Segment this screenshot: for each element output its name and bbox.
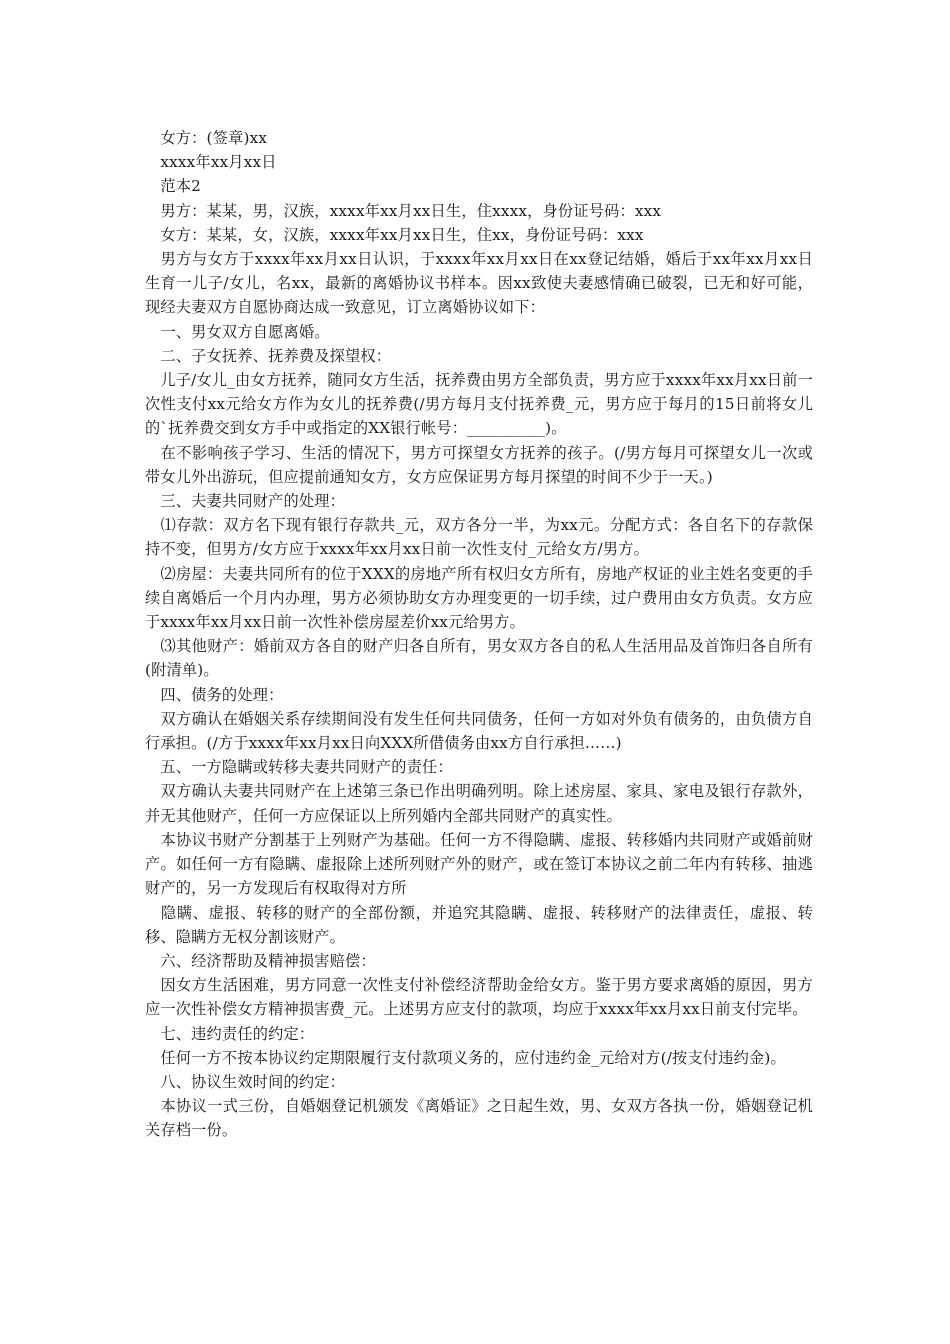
clause-7-breach: 任何一方不按本协议约定期限履行支付款项义务的，应付违约金_元给对方(/按支付违约金)。 <box>145 1048 786 1067</box>
clause-2-custody: 儿子/女儿_由女方抚养，随同女方生活，抚养费由男方全部负责，男方应于xxxx年xx月xx日前一次性支付xx元给女方作为女儿的抚养费(/男方每月支付抚养费_元，男方应于每月的15日前将女儿的`抚养费交到女方手中或指定的XX银行帐号：__________)。 <box>145 371 813 438</box>
clause-6-compensation: 因女方生活困难，男方同意一次性支付补偿经济帮助金给女方。鉴于男方要求离婚的原因，男方应一次性补偿女方精神损害费_元。上述男方应支付的款项，均应于xxxx年xx月xx日前支付完毕。 <box>145 976 813 1019</box>
clause-3-heading: 三、夫妻共同财产的处理： <box>145 492 346 511</box>
clause-5-heading: 五、一方隐瞒或转移夫妻共同财产的责任： <box>145 758 453 777</box>
clause-6-heading: 六、经济帮助及精神损害赔偿： <box>145 951 376 970</box>
clause-3-other-property: ⑶其他财产：婚前双方各自的财产归各自所有，男女双方各自的私人生活用品及首饰归各自所有(附清单)。 <box>145 637 813 680</box>
clause-8-heading: 八、协议生效时间的约定： <box>145 1072 346 1091</box>
signature-line: 女方：(签章)xx <box>145 129 268 147</box>
clause-2-visitation: 在不影响孩子学习、生活的情况下，男方可探望女方抚养的孩子。(/男方每月可探望女儿一次或带女儿外出游玩，但应提前通知女方，女方应保证男方每月探望的时间不少于一天。) <box>145 443 813 486</box>
clause-5-liability: 隐瞒、虚报、转移的财产的全部份额，并追究其隐瞒、虚报、转移财产的法律责任，虚报、转移、隐瞒方无权分割该财产。 <box>145 903 813 946</box>
clause-8-effective: 本协议一式三份，自婚姻登记机颁发《离婚证》之日起生效，男、女双方各执一份，婚姻登记机关存档一份。 <box>145 1097 813 1140</box>
clause-4-heading: 四、债务的处理： <box>145 685 284 704</box>
document-body <box>145 126 813 1143</box>
date-line: xxxx年xx月xx日 <box>145 153 277 172</box>
party-female-info: 女方：某某，女，汉族，xxxx年xx月xx日生，住xx，身份证号码：xxx <box>145 225 644 244</box>
clause-3-deposits: ⑴存款：双方名下现有银行存款共_元，双方各分一半，为xx元。分配方式：各自名下的存款保持不变，但男方/女方应于xxxx年xx月xx日前一次性支付_元给女方/男方。 <box>145 516 813 559</box>
clause-5-basis: 本协议书财产分割基于上列财产为基础。任何一方不得隐瞒、虚报、转移婚内共同财产或婚前财产。如任何一方有隐瞒、虚报除上述所列财产外的财产，或在签订本协议之前二年内有转移、抽逃财产的，另一方发现后有权取得对方所 <box>145 830 813 898</box>
clause-1-heading: 一、男女双方自愿离婚。 <box>145 322 330 341</box>
clause-5-confirmation: 双方确认夫妻共同财产在上述第三条已作出明确列明。除上述房屋、家具、家电及银行存款外，并无其他财产，任何一方应保证以上所列婚内全部共同财产的真实性。 <box>145 782 813 825</box>
intro-paragraph: 男方与女方于xxxx年xx月xx日认识，于xxxx年xx月xx日在xx登记结婚，婚后于xx年xx月xx日生育一儿子/女儿，名xx，最新的离婚协议书样本。因xx致使夫妻感情确已破裂，已无和好可能，现经夫妻双方自愿协商达成一致意见，订立离婚协议如下： <box>145 250 813 317</box>
clause-7-heading: 七、违约责任的约定： <box>145 1024 315 1043</box>
clause-2-heading: 二、子女抚养、抚养费及探望权： <box>145 346 392 365</box>
party-male-info: 男方：某某，男，汉族，xxxx年xx月xx日生，住xxxx，身份证号码：xxx <box>145 201 662 220</box>
clause-4-debts: 双方确认在婚姻关系存续期间没有发生任何共同债务，任何一方如对外负有债务的，由负债方自行承担。(/方于xxxx年xx月xx日向XXX所借债务由xx方自行承担……) <box>145 709 813 753</box>
section-heading-sample-2: 范本2 <box>145 177 202 196</box>
clause-3-housing: ⑵房屋：夫妻共同所有的位于XXX的房地产所有权归女方所有，房地产权证的业主姓名变更的手续自离婚后一个月内办理，男方必须协助女方办理变更的一切手续，过户费用由女方负责。女方应于xxxx年xx月xx日前一次性补偿房屋差价xx元给男方。 <box>145 564 813 632</box>
